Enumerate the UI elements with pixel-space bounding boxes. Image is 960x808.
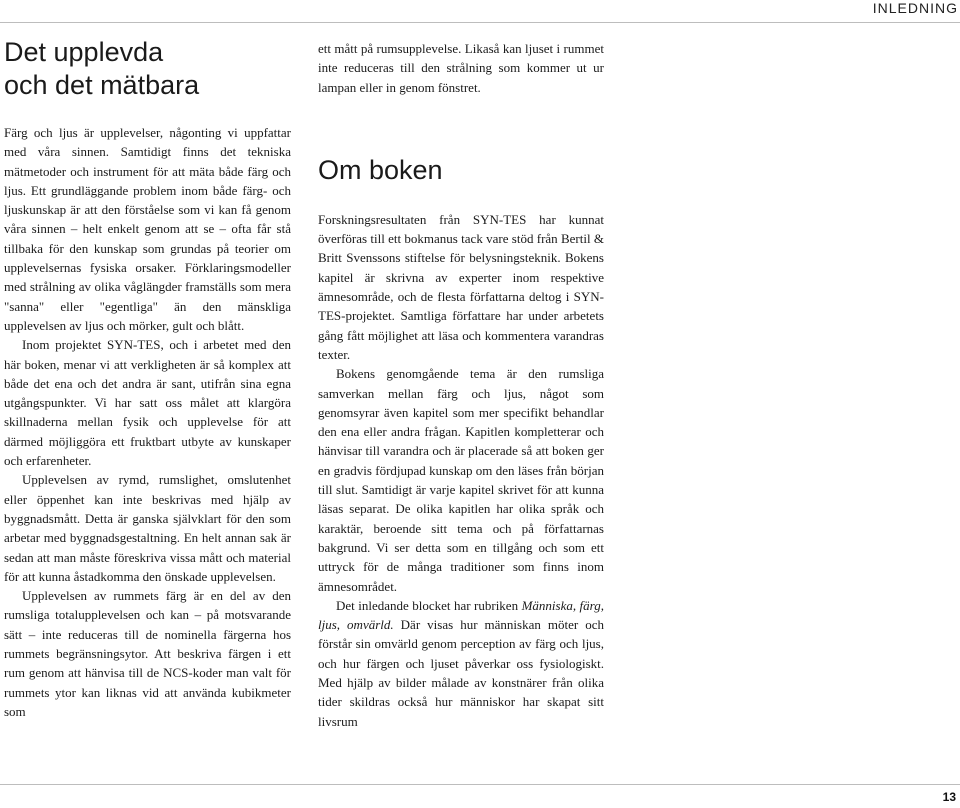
section-label: INLEDNING [872, 0, 958, 16]
body-paragraph-continuation: ett mått på rumsupplevelse. Likaså kan ljuset i rummet inte reduceras till den strålning som kommer ut ur lampan eller in genom fönstret. [318, 41, 604, 95]
section-heading-om-boken: Om boken [318, 154, 443, 185]
body-paragraph: Färg och ljus är upplevelser, någonting vi uppfattar med våra sinnen. Samtidigt finns det tekniska mätmetoder och instrument för att mäta både färg och ljus. Ett grundläggande problem inom både färg- och ljuskunskap är att den förståelse som vi kan få genom våra sinnen – helt enkelt genom att se – ofta får stå tillbaka för den kunskap som grundas på teorier om upplevelsernas fysiska orsaker. Förklaringsmodeller med strålning av olika våglängder framställs som mera "sanna" eller "egentliga" än den mänskliga upplevelsen av ljus och mörker, gult och blått. [4, 125, 291, 333]
footer-divider [0, 784, 960, 785]
body-paragraph: Inom projektet SYN-TES, och i arbetet med den här boken, menar vi att verkligheten är så komplex att både det ena och det andra är sant, utifrån sina egna utgångspunkter. Vi har satt oss målet att klargöra skillnaderna mellan fysik och upplevelse för att därmed möjliggöra ett fruktbart utbyte av kunskaper och erfarenheter. [4, 337, 291, 469]
body-paragraph: Bokens genomgående tema är den rumsliga samverkan mellan färg och ljus, något som genomsyrar även kapitel som mer specifikt behandlar den ena eller andra frågan. Kapitlen kompletterar och hänvisar till varandra och är placerade så att boken ger en gradvis fördjupad kunskap om den läses från början till slut. Samtidigt är varje kapitel skrivet för att kunna läsas separat. De olika kapitlen har olika språk och karaktär, beroende sitt tema och på författarnas bakgrund. Vi ser detta som en tillgång och som ett uttryck för de många traditioner som finns inom ämnesområdet. [318, 366, 604, 594]
section-heading-det-upplevda [4, 36, 291, 102]
heading-line-1: Det upplevda [4, 37, 164, 67]
body-paragraph [318, 596, 604, 731]
paragraph-text: Det inledande blocket har rubriken [336, 597, 522, 613]
paragraph-text: Där visas hur människan möter och förstår sin omvärld genom perception av färg och ljus, och hur färgen och ljuset påverkar oss fysiologiskt. Med hjälp av bilder målade av konstnärer från olika tider skildras också hur människor har skapat sitt livsrum [318, 617, 604, 729]
body-paragraph: Upplevelsen av rymd, rumslighet, omslutenhet eller öppenhet kan inte beskrivas med hjälp av byggnadsmått. Detta är ganska självklart för den som arbetar med byggnadsgestaltning. En helt annan sak är sedan att man måste föreskriva vissa mått och material för att kunna åstadkomma den önskade upplevelsen. [4, 472, 291, 584]
header-divider [0, 22, 960, 23]
right-column [318, 39, 604, 731]
body-paragraph: Forskningsresultaten från SYN-TES har kunnat överföras till ett bokmanus tack vare stöd från Bertil & Britt Svenssons stiftelse för belysningsteknik. Bokens kapitel är skrivna av experter inom respektive ämnesområde, och de flesta författarna deltog i SYN-TES-projektet. Samtliga författare har under arbetets gång fått möjlighet att läsa och kommentera varandras texter. [318, 211, 604, 362]
heading-line-2: och det mätbara [4, 70, 200, 100]
left-column [4, 36, 291, 721]
body-paragraph: Upplevelsen av rummets färg är en del av den rumsliga totalupplevelsen och kan – på motsvarande sätt – inte reduceras till de nominella färgerna hos rummets begränsningsytor. Att beskriva färgen i ett rum genom att hänvisa till de NCS-koder man valt för rummets ytor kan liknas vid att använda kubikmeter som [4, 588, 291, 719]
page-number: 13 [942, 790, 956, 804]
block-title-italic: Människa, färg, ljus, omvärld. [318, 597, 604, 633]
